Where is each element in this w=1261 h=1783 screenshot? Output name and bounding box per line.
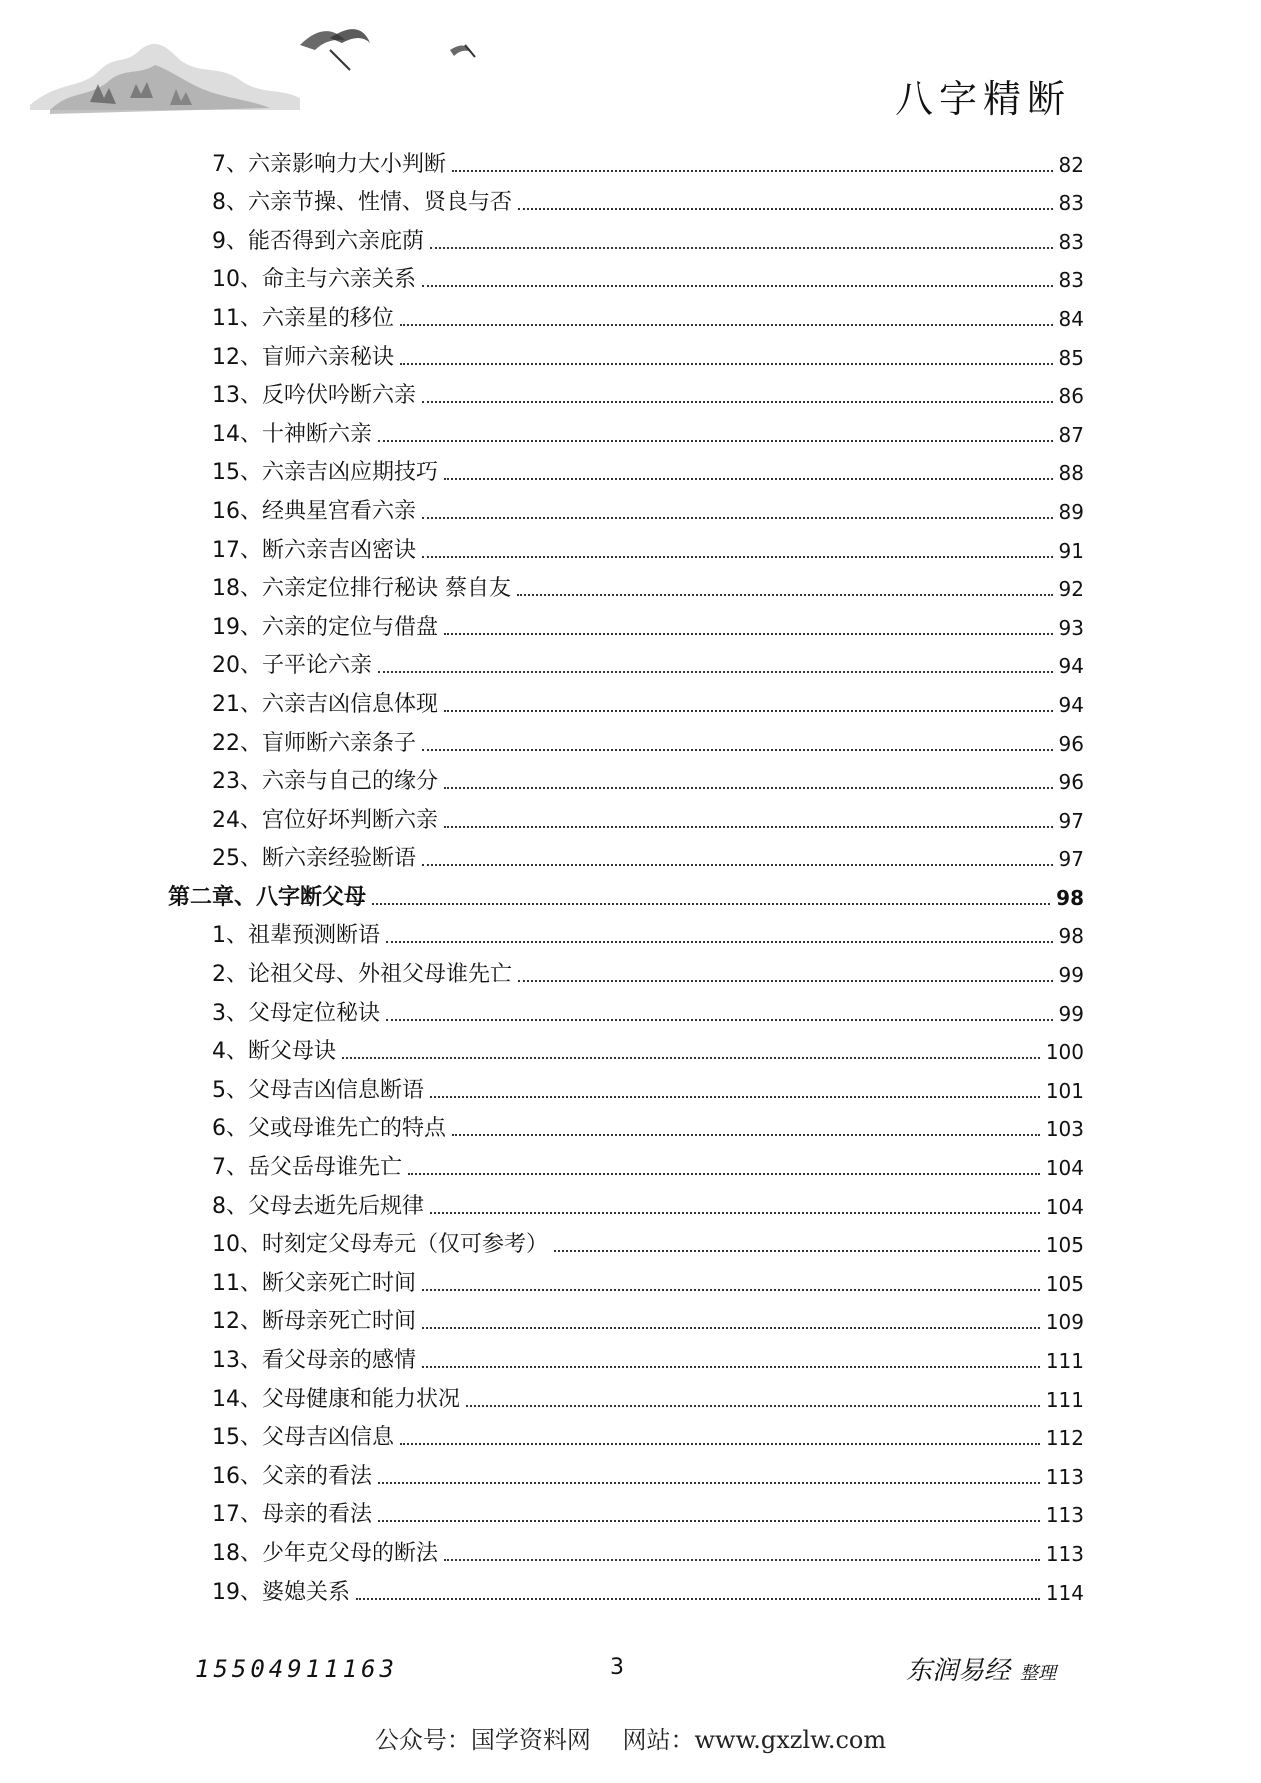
toc-entry-row: [168, 603, 1084, 642]
toc-entry-row: [168, 1221, 1084, 1260]
toc-page-number: 99: [1058, 1001, 1084, 1026]
toc-entry-row: [168, 680, 1084, 719]
toc-page-number: 97: [1058, 847, 1084, 872]
dot-leader: [372, 902, 1050, 905]
dot-leader: [422, 748, 1053, 751]
toc-entry-label: 4、断父母诀: [212, 1039, 336, 1065]
toc-entry-row: [168, 1414, 1084, 1453]
mountain-crane-illustration: [30, 10, 530, 130]
toc-entry-label: 2、论祖父母、外祖父母谁先亡: [212, 962, 512, 988]
toc-page-number: 103: [1045, 1117, 1084, 1142]
dot-leader: [342, 1056, 1040, 1059]
toc-entry-row: [168, 719, 1084, 758]
toc-entry-row: [168, 1568, 1084, 1607]
toc-entry-row: [168, 526, 1084, 565]
toc-page-number: 86: [1058, 384, 1084, 409]
toc-entry-row: [168, 1298, 1084, 1337]
toc-entry-label: 7、岳父岳母谁先亡: [212, 1155, 402, 1181]
phone-number: 15504911163: [195, 1655, 398, 1683]
toc-entry-row: [168, 487, 1084, 526]
toc-entry-label: 10、命主与六亲关系: [212, 267, 416, 293]
toc-page-number: 105: [1045, 1233, 1084, 1258]
toc-entry-label: 17、母亲的看法: [212, 1502, 372, 1528]
toc-page-number: 83: [1058, 229, 1084, 254]
toc-page-number: 92: [1058, 577, 1084, 602]
toc-page-number: 94: [1058, 654, 1084, 679]
toc-entry-label: 18、少年克父母的断法: [212, 1540, 438, 1566]
dot-leader: [518, 979, 1053, 982]
dot-leader: [378, 439, 1053, 442]
toc-entry-label: 15、父母吉凶信息: [212, 1425, 394, 1451]
toc-entry-row: [168, 1491, 1084, 1530]
dot-leader: [400, 1442, 1040, 1445]
toc-entry-label: 21、六亲吉凶信息体现: [212, 691, 438, 717]
toc-entry-label: 18、六亲定位排行秘诀 蔡自友: [212, 576, 511, 602]
dot-leader: [466, 1404, 1040, 1407]
toc-entry-row: [168, 256, 1084, 295]
toc-entry-row: [168, 1066, 1084, 1105]
dot-leader: [430, 1095, 1040, 1098]
dot-leader: [444, 477, 1053, 480]
toc-entry-label: 12、盲师六亲秘诀: [212, 344, 394, 370]
toc-entry-label: 1、祖辈预测断语: [212, 923, 380, 949]
toc-page-number: 114: [1045, 1580, 1084, 1605]
page-number: 3: [610, 1655, 624, 1680]
dot-leader: [518, 207, 1053, 210]
toc-entry-row: [168, 333, 1084, 372]
dot-leader: [452, 169, 1053, 172]
toc-entry-row: [168, 449, 1084, 488]
toc-page-number: 111: [1045, 1387, 1084, 1412]
dot-leader: [400, 323, 1053, 326]
toc-entry-row: [168, 217, 1084, 256]
book-title: 八字精断: [894, 77, 1071, 121]
toc-page-number: 113: [1045, 1464, 1084, 1489]
toc-page-number: 104: [1045, 1156, 1084, 1181]
dot-leader: [517, 593, 1053, 596]
dot-leader: [444, 709, 1053, 712]
footer-contact-line: 公众号：国学资料网 网站：www.gxzlw.com: [374, 1726, 887, 1754]
publisher-brand: [906, 1650, 1056, 1687]
toc-page-number: 104: [1045, 1194, 1084, 1219]
toc-entry-label: 23、六亲与自己的缘分: [212, 769, 438, 795]
dot-leader: [400, 362, 1053, 365]
toc-entry-row: [168, 796, 1084, 835]
dot-leader: [430, 246, 1053, 249]
toc-entry-row: [168, 912, 1084, 951]
toc-page-number: 89: [1058, 499, 1084, 524]
toc-entry-label: 19、婆媳关系: [212, 1579, 350, 1605]
dot-leader: [422, 1288, 1040, 1291]
toc-page-number: 101: [1045, 1078, 1084, 1103]
toc-page-number: 113: [1045, 1541, 1084, 1566]
toc-entry-label: 24、宫位好坏判断六亲: [212, 807, 438, 833]
toc-entry-label: 20、子平论六亲: [212, 653, 372, 679]
toc-entry-label: 3、父母定位秘诀: [212, 1000, 380, 1026]
toc-entry-label: 13、看父母亲的感情: [212, 1348, 416, 1373]
toc-entry-row: [168, 1028, 1084, 1067]
toc-entry-label: 第二章、八字断父母: [168, 884, 367, 910]
toc-entry-label: 7、六亲影响力大小判断: [212, 151, 446, 177]
toc-page-number: 83: [1058, 191, 1084, 216]
brand-name: 东润易经: [905, 1656, 1010, 1686]
toc-entry-row: [168, 1143, 1084, 1182]
toc-entry-row: [168, 758, 1084, 797]
toc-page-number: 96: [1058, 770, 1084, 795]
dot-leader: [378, 1481, 1040, 1484]
toc-entry-row: [168, 1336, 1084, 1375]
toc-entry-row: [168, 1375, 1084, 1414]
toc-entry-row: [168, 835, 1084, 874]
toc-page-number: 94: [1058, 692, 1084, 717]
toc-entry-row: [168, 1259, 1084, 1298]
toc-page-number: 98: [1058, 924, 1084, 949]
dot-leader: [408, 1172, 1040, 1175]
toc-entry-label: 11、断父亲死亡时间: [212, 1270, 416, 1296]
toc-page-number: 98: [1056, 885, 1084, 910]
toc-entry-label: 9、能否得到六亲庇荫: [212, 228, 424, 254]
toc-entry-label: 8、父母去逝先后规律: [212, 1193, 424, 1219]
dot-leader: [444, 1558, 1040, 1561]
toc-page-number: 88: [1058, 461, 1084, 486]
toc-entry-label: 22、盲师断六亲条子: [212, 730, 416, 756]
toc-entry-label: 14、十神断六亲: [212, 421, 372, 447]
toc-entry-row: [168, 179, 1084, 218]
toc-entry-row: [168, 294, 1084, 333]
toc-entry-row: [168, 642, 1084, 681]
toc-page-number: 99: [1058, 963, 1084, 988]
table-of-contents: [168, 140, 1084, 1607]
dot-leader: [356, 1597, 1040, 1600]
toc-entry-label: 13、反吟伏吟断六亲: [212, 383, 416, 409]
dot-leader: [444, 632, 1053, 635]
toc-page-number: 83: [1058, 268, 1084, 293]
toc-page-number: 85: [1058, 345, 1084, 370]
toc-page-number: 112: [1045, 1426, 1084, 1451]
toc-entry-label: 25、断六亲经验断语: [212, 846, 416, 872]
dot-leader: [452, 1133, 1040, 1136]
toc-entry-label: 6、父或母谁先亡的特点: [212, 1116, 446, 1142]
dot-leader: [430, 1211, 1040, 1214]
dot-leader: [422, 1326, 1040, 1329]
dot-leader: [378, 1519, 1040, 1522]
toc-entry-row: [168, 565, 1084, 604]
toc-entry-row: [168, 372, 1084, 411]
toc-entry-label: 15、六亲吉凶应期技巧: [212, 460, 438, 486]
dot-leader: [386, 1018, 1053, 1021]
toc-entry-label: 8、六亲节操、性情、贤良与否: [212, 190, 512, 216]
toc-entry-label: 12、断母亲死亡时间: [212, 1309, 416, 1335]
toc-entry-row: [168, 1452, 1084, 1491]
toc-entry-label: 16、父亲的看法: [212, 1463, 372, 1489]
dot-leader: [422, 284, 1053, 287]
toc-page-number: 93: [1058, 615, 1084, 640]
dot-leader: [444, 786, 1053, 789]
toc-page-number: 91: [1058, 538, 1084, 563]
toc-entry-label: 17、断六亲吉凶密诀: [212, 537, 416, 563]
dot-leader: [386, 940, 1053, 943]
toc-entry-row: [168, 410, 1084, 449]
toc-page-number: 97: [1058, 808, 1084, 833]
toc-entry-row: [168, 1105, 1084, 1144]
dot-leader: [422, 400, 1053, 403]
toc-entry-row: [168, 950, 1084, 989]
toc-page-number: 105: [1045, 1271, 1084, 1296]
toc-entry-row: [168, 989, 1084, 1028]
dot-leader: [378, 670, 1053, 673]
toc-entry-row: [168, 140, 1084, 179]
toc-entry-row: [168, 1182, 1084, 1221]
toc-page-number: 109: [1045, 1310, 1084, 1335]
toc-entry-label: 19、六亲的定位与借盘: [212, 614, 438, 640]
toc-entry-row: [168, 1529, 1084, 1568]
toc-entry-label: 5、父母吉凶信息断语: [212, 1077, 424, 1103]
dot-leader: [422, 516, 1053, 519]
dot-leader: [444, 825, 1053, 828]
toc-entry-label: 14、父母健康和能力状况: [212, 1386, 460, 1412]
toc-page-number: 82: [1058, 152, 1084, 177]
toc-page-number: 113: [1045, 1503, 1084, 1528]
toc-chapter-row: [168, 873, 1084, 912]
dot-leader: [554, 1249, 1040, 1252]
toc-page-number: 96: [1058, 731, 1084, 756]
brand-suffix: 整理: [1020, 1663, 1056, 1684]
dot-leader: [422, 863, 1053, 866]
toc-page-number: 84: [1058, 306, 1084, 331]
toc-entry-label: 16、经典星宫看六亲: [212, 498, 416, 524]
toc-page-number: 111: [1045, 1349, 1084, 1373]
toc-page-number: 100: [1045, 1040, 1084, 1065]
dot-leader: [422, 555, 1053, 558]
toc-entry-label: 10、时刻定父母寿元（仅可参考）: [212, 1232, 548, 1258]
toc-entry-label: 11、六亲星的移位: [212, 305, 394, 331]
dot-leader: [422, 1365, 1040, 1368]
toc-page-number: 87: [1058, 422, 1084, 447]
